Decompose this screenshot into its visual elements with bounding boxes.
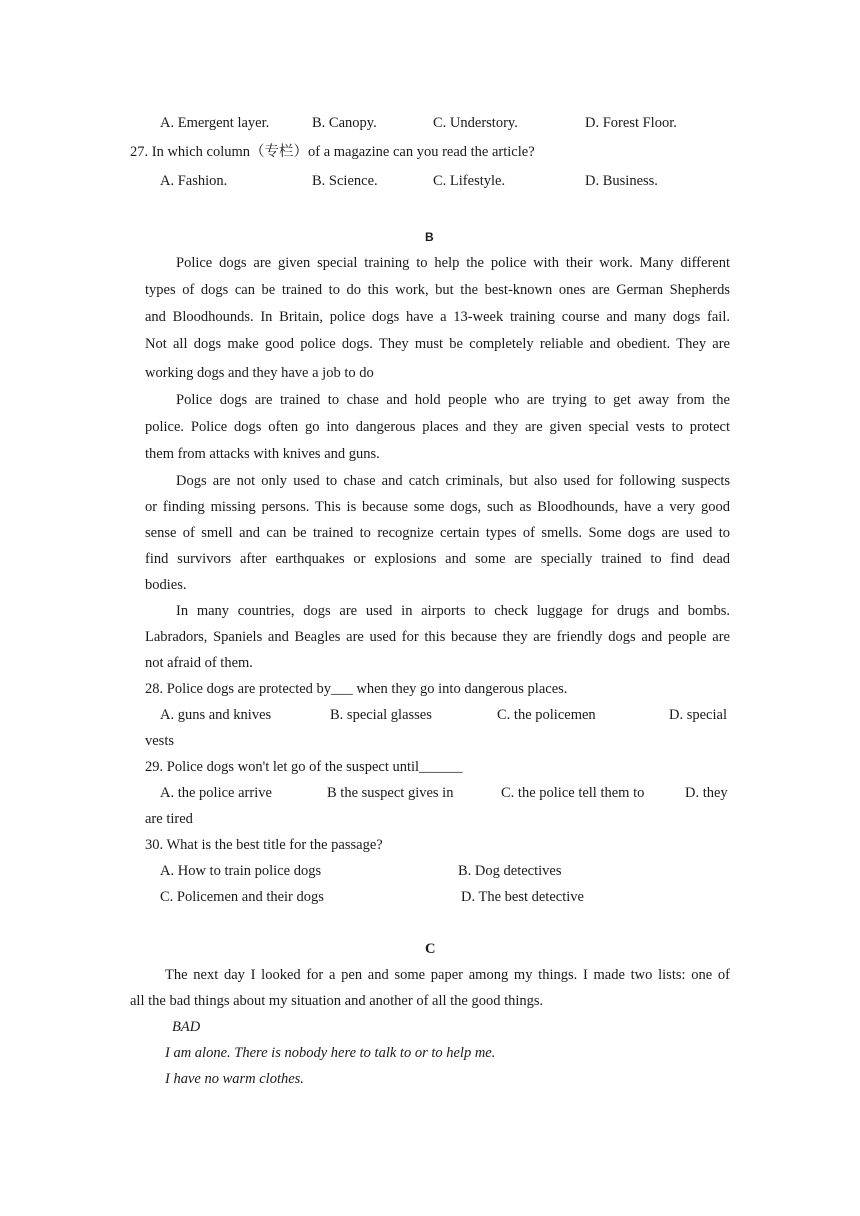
q30-option-c: C. Policemen and their dogs: [160, 889, 324, 905]
b-para1-line: and Bloodhounds. In Britain, police dogs have a 13-week training course and many dogs fail.: [145, 309, 730, 325]
q27-option-d: D. Business.: [585, 173, 658, 189]
b-para2-line: them from attacks with knives and guns.: [145, 446, 380, 462]
q29-option-a: A. the police arrive: [160, 785, 272, 801]
q27-option-c: C. Lifestyle.: [433, 173, 506, 189]
q30-option-d: D. The best detective: [461, 889, 584, 905]
b-para1-line: types of dogs can be trained to do this work, but the best-known ones are German Shepherds: [145, 282, 730, 298]
q27-question: 27. In which column（专栏）of a magazine can you read the article?: [130, 144, 535, 160]
q26-option-d: D. Forest Floor.: [585, 115, 677, 131]
b-para4-line: Labradors, Spaniels and Beagles are used for this because they are friendly dogs and people are: [145, 629, 730, 645]
q30-question: 30. What is the best title for the passage?: [145, 837, 383, 853]
bad-list-item: I am alone. There is nobody here to talk to or to help me.: [165, 1045, 496, 1061]
q28-option-a: A. guns and knives: [160, 707, 272, 723]
b-para3-line: sense of smell and can be trained to recognize certain types of smells. Some dogs are used to: [145, 525, 730, 541]
b-para4-line: In many countries, dogs are used in airports to check luggage for drugs and bombs.: [176, 603, 730, 619]
section-b-heading: B: [425, 230, 434, 244]
q28-question: 28. Police dogs are protected by___ when they go into dangerous places.: [145, 681, 568, 697]
b-para3-line: find survivors after earthquakes or explosions and some are specially trained to find dead: [145, 551, 730, 567]
q29-option-d: D. they: [685, 785, 728, 801]
q30-option-a: A. How to train police dogs: [160, 863, 322, 879]
q29-option-b: B the suspect gives in: [327, 785, 454, 801]
q26-option-c: C. Understory.: [433, 115, 518, 131]
q29-option-c: C. the police tell them to: [501, 785, 645, 801]
q28-option-c: C. the policemen: [497, 707, 596, 723]
b-para1-line: working dogs and they have a job to do: [145, 365, 374, 381]
q30-option-b: B. Dog detectives: [458, 863, 562, 879]
section-c-heading: C: [425, 941, 436, 957]
q27-option-b: B. Science.: [312, 173, 378, 189]
q29-option-d-wrap: are tired: [145, 811, 193, 827]
b-para3-line: Dogs are not only used to chase and catch criminals, but also used for following suspects: [176, 473, 730, 489]
q28-option-d: D. special: [669, 707, 727, 723]
bad-list-title: BAD: [172, 1019, 201, 1035]
b-para2-line: Police dogs are trained to chase and hold people who are trying to get away from the: [176, 392, 730, 408]
q29-question: 29. Police dogs won't let go of the suspect until______: [145, 759, 463, 775]
b-para2-line: police. Police dogs often go into dangerous places and they are given special vests to protect: [145, 419, 730, 435]
q26-option-b: B. Canopy.: [312, 115, 377, 131]
q26-option-a: A. Emergent layer.: [160, 115, 270, 131]
c-para1-line: all the bad things about my situation and another of all the good things.: [130, 993, 544, 1009]
b-para3-line: or finding missing persons. This is because some dogs, such as Bloodhounds, have a very good: [145, 499, 730, 515]
q28-option-b: B. special glasses: [330, 707, 432, 723]
b-para3-line: bodies.: [145, 577, 187, 593]
c-para1-line: The next day I looked for a pen and some paper among my things. I made two lists: one of: [165, 967, 730, 983]
b-para1-line: Police dogs are given special training to help the police with their work. Many different: [176, 255, 730, 271]
b-para4-line: not afraid of them.: [145, 655, 253, 671]
q27-option-a: A. Fashion.: [160, 173, 228, 189]
b-para1-line: Not all dogs make good police dogs. They must be completely reliable and obedient. They are: [145, 336, 730, 352]
q28-option-d-wrap: vests: [145, 733, 174, 749]
bad-list-item: I have no warm clothes.: [165, 1071, 304, 1087]
